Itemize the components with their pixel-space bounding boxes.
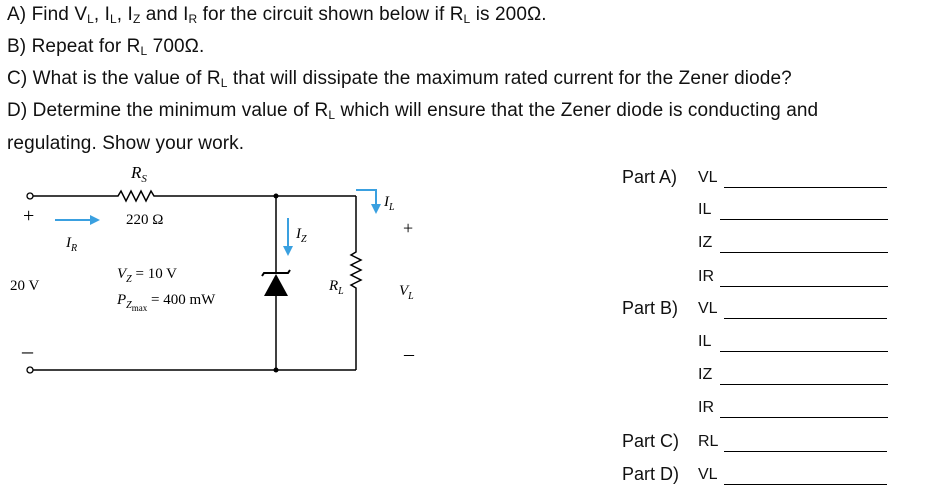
part-c-label: Part C) — [622, 431, 680, 451]
source-voltage: 20 V — [10, 278, 40, 294]
part-c-rl-answer[interactable] — [724, 451, 887, 452]
part-a-vl-answer[interactable] — [724, 187, 887, 188]
part-a-iz-answer[interactable] — [720, 252, 888, 253]
part-b-vl-answer[interactable] — [724, 318, 887, 319]
part-b-il-label: IL — [698, 333, 712, 350]
question-d: D) Determine the minimum value of $R_L$ which will ensure that the Zener diode is conducting and — [7, 100, 819, 122]
part-a-ir-answer[interactable] — [720, 286, 888, 287]
part-a-iz-label: IZ — [698, 234, 713, 251]
part-b-ir-label: IR — [698, 399, 714, 416]
iz-arrow-icon — [283, 218, 293, 256]
source-minus: – — [22, 338, 33, 363]
source-plus: + — [23, 205, 35, 227]
question-d-continued: regulating. Show your work. — [7, 133, 245, 154]
part-b-iz-label: IZ — [698, 366, 713, 383]
load-resistor-icon — [351, 196, 361, 370]
question-a: A) Find $V_L$, $I_L$, $I_Z$ and $I_R$ for the circuit shown below if $R_L$ is 200Ω. — [7, 4, 547, 26]
part-b-vl-label: VL — [698, 300, 718, 317]
top-wire — [33, 191, 356, 201]
rl-label: $R_L$ — [329, 278, 344, 297]
question-b: B) Repeat for $R_L$ 700Ω. — [7, 36, 205, 58]
part-d-vl-answer[interactable] — [724, 484, 887, 485]
part-a-il-answer[interactable] — [720, 219, 888, 220]
part-b-label: Part B) — [622, 298, 679, 318]
part-b-iz-answer[interactable] — [720, 384, 888, 385]
part-a-label: Part A) — [622, 167, 678, 187]
pz-spec: $P_{Zmax} = 400$ mW — [117, 292, 216, 313]
part-c-rl-label: RL — [698, 433, 719, 450]
il-label: $I_L$ — [384, 194, 395, 213]
ir-label: $I_R$ — [66, 235, 78, 254]
part-d-vl-label: VL — [698, 466, 718, 483]
top-terminal — [27, 193, 33, 199]
rs-value: 220 Ω — [126, 212, 164, 228]
part-a-vl-label: VL — [698, 169, 718, 186]
il-arrow-icon — [356, 190, 381, 214]
iz-label: $I_Z$ — [296, 226, 307, 245]
bottom-terminal — [27, 367, 33, 373]
part-b-il-answer[interactable] — [720, 351, 888, 352]
zener-circuit-diagram — [0, 160, 450, 390]
load-minus: – — [404, 343, 414, 365]
part-d-label: Part D) — [622, 464, 680, 484]
vz-spec: $V_Z = 10$ V — [117, 266, 178, 285]
part-a-ir-label: IR — [698, 268, 714, 285]
vl-label: $V_L$ — [399, 283, 414, 302]
rs-label: $R_S$ — [131, 163, 147, 185]
zener-diode-icon — [264, 274, 288, 296]
load-plus: + — [403, 218, 414, 238]
ir-arrow-icon — [55, 215, 100, 225]
part-a-il-label: IL — [698, 201, 712, 218]
part-b-ir-answer[interactable] — [720, 417, 888, 418]
question-c: C) What is the value of $R_L$ that will dissipate the maximum rated current for the Zener diode? — [7, 68, 792, 90]
